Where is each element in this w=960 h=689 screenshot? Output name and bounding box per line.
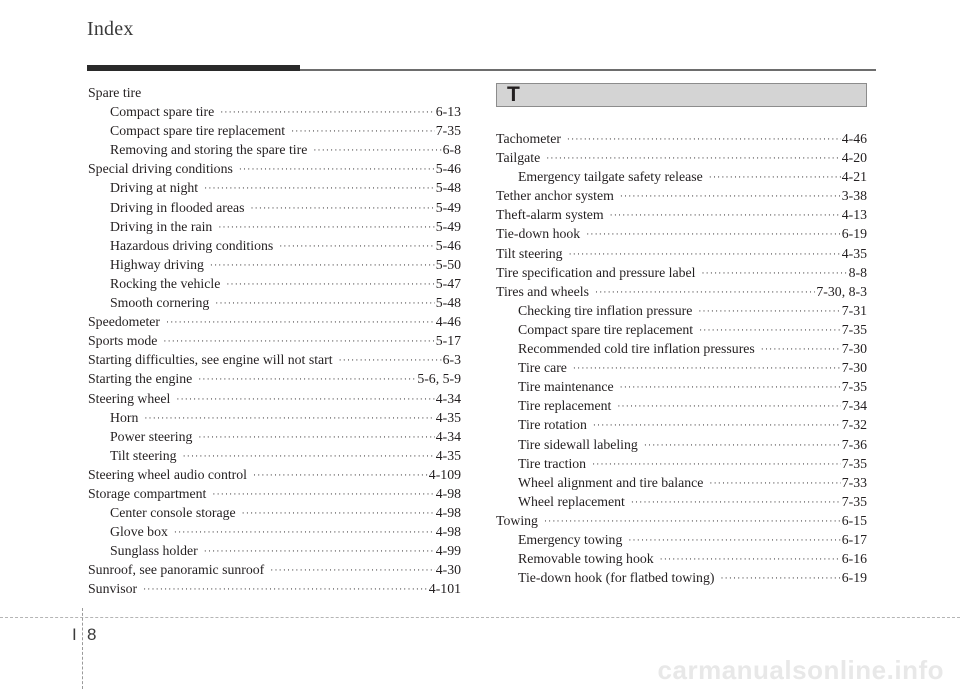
index-subentry (88, 541, 461, 560)
entry-page-ref: 4-30 (435, 562, 461, 578)
entry-label: Steering wheel (88, 390, 171, 406)
index-entry (88, 350, 461, 369)
dot-leader (709, 474, 840, 493)
entry-page-ref: 5-49 (435, 218, 461, 234)
index-entry (88, 331, 461, 350)
dot-leader (720, 569, 840, 588)
index-entry (496, 129, 867, 148)
entry-page-ref: 4-34 (435, 428, 461, 444)
entry-page-ref: 7-32 (841, 417, 867, 433)
entry-page-ref: 8-8 (848, 264, 867, 280)
dot-leader (218, 218, 434, 237)
entry-page-ref: 6-8 (442, 142, 461, 158)
dot-leader (544, 512, 841, 531)
entry-label: Compact spare tire replacement (518, 321, 694, 337)
index-subentry (496, 454, 867, 473)
entry-page-ref: 7-30 (841, 360, 867, 376)
index-subentry (88, 503, 461, 522)
entry-page-ref: 7-34 (841, 398, 867, 414)
dot-leader (239, 160, 435, 179)
index-subentry (88, 522, 461, 541)
index-subentry (496, 320, 867, 339)
entry-page-ref: 4-35 (435, 447, 461, 463)
index-entry (496, 205, 867, 224)
dot-leader (761, 340, 841, 359)
entry-label: Sunvisor (88, 581, 138, 597)
dot-leader (699, 321, 841, 340)
dot-leader (270, 561, 434, 580)
entry-label: Sunglass holder (110, 543, 198, 559)
entry-label: Tire replacement (518, 398, 612, 414)
dot-leader (166, 313, 435, 332)
entry-page-ref: 5-17 (435, 333, 461, 349)
index-entry (496, 224, 867, 243)
entry-page-ref: 7-31 (841, 302, 867, 318)
entry-label: Theft-alarm system (496, 207, 604, 223)
entry-label: Speedometer (88, 314, 161, 330)
index-entry (496, 186, 867, 205)
index-entry (88, 369, 461, 388)
entry-label: Towing (496, 512, 538, 528)
index-entry (88, 560, 461, 579)
entry-page-ref: 4-46 (841, 131, 867, 146)
index-column-left (88, 83, 461, 599)
entry-page-ref: 7-35 (841, 321, 867, 337)
page-title: Index (87, 18, 134, 40)
dot-leader (210, 256, 435, 275)
entry-page-ref: 5-48 (435, 295, 461, 311)
entry-label: Starting the engine (88, 371, 193, 387)
dot-leader (610, 206, 841, 225)
dot-leader (592, 455, 841, 474)
dot-leader (628, 531, 840, 550)
dot-leader (183, 447, 435, 466)
index-subentry (88, 217, 461, 236)
section-letter-band (496, 83, 867, 107)
entry-label: Smooth cornering (110, 295, 210, 311)
dot-leader (698, 302, 840, 321)
dot-leader (242, 504, 435, 523)
entry-label: Tire sidewall labeling (518, 436, 638, 452)
entry-label: Spare tire (88, 85, 142, 100)
entry-label: Tire rotation (518, 417, 587, 433)
entry-label: Wheel replacement (518, 493, 625, 509)
entry-page-ref: 4-98 (435, 485, 461, 501)
dot-leader (313, 141, 441, 160)
entry-label: Tire traction (518, 455, 587, 471)
dot-leader (567, 130, 841, 149)
section-letter: T (507, 83, 520, 106)
entry-label: Storage compartment (88, 485, 207, 501)
entry-label: Tie-down hook (for flatbed towing) (518, 570, 715, 586)
entry-page-ref: 4-98 (435, 505, 461, 521)
index-subentry (496, 435, 867, 454)
index-entry (88, 389, 461, 408)
dot-leader (586, 225, 841, 244)
index-column-right (496, 83, 867, 587)
index-subentry (88, 255, 461, 274)
index-entry (88, 159, 461, 178)
entry-page-ref: 4-20 (841, 150, 867, 166)
dot-leader (174, 523, 435, 542)
entry-page-ref: 4-101 (428, 581, 461, 597)
entry-label: Recommended cold tire inflation pressures (518, 341, 755, 357)
index-subentry (88, 140, 461, 159)
entry-page-ref: 7-30 (841, 341, 867, 357)
dot-leader (617, 397, 840, 416)
entry-label: Tether anchor system (496, 188, 614, 204)
entry-label: Compact spare tire (110, 104, 215, 120)
dot-leader (573, 359, 841, 378)
entry-page-ref: 7-35 (841, 493, 867, 509)
index-entry (496, 263, 867, 282)
dot-leader (212, 485, 434, 504)
entry-label: Steering wheel audio control (88, 466, 248, 482)
entry-page-ref: 5-46 (435, 161, 461, 177)
entry-page-ref: 4-34 (435, 390, 461, 406)
entry-page-ref: 6-17 (841, 531, 867, 547)
entry-label: Tachometer (496, 131, 561, 146)
index-subentry (88, 236, 461, 255)
entry-label: Wheel alignment and tire balance (518, 474, 704, 490)
index-subentry (496, 415, 867, 434)
dot-leader (620, 187, 841, 206)
entry-page-ref: 7-35 (841, 379, 867, 395)
index-subentry (88, 198, 461, 217)
dot-leader (709, 168, 841, 187)
index-subentry (496, 568, 867, 587)
dot-leader (204, 542, 435, 561)
dot-leader (546, 149, 840, 168)
dot-leader (595, 283, 815, 302)
entry-page-ref: 5-47 (435, 275, 461, 291)
index-subentry (88, 293, 461, 312)
entry-label: Tire maintenance (518, 379, 614, 395)
entry-label: Driving in flooded areas (110, 199, 245, 215)
entry-label: Special driving conditions (88, 161, 233, 177)
entry-page-ref: 3-38 (841, 188, 867, 204)
entry-label: Hazardous driving conditions (110, 237, 274, 253)
entry-page-ref: 6-16 (841, 551, 867, 567)
entry-page-ref: 4-13 (841, 207, 867, 223)
dot-leader (176, 390, 434, 409)
entry-page-ref: 6-19 (841, 570, 867, 586)
dot-leader (631, 493, 841, 512)
index-subentry (88, 427, 461, 446)
dot-leader (279, 237, 434, 256)
entry-label: Driving in the rain (110, 218, 213, 234)
index-subentry (496, 492, 867, 511)
dot-leader (144, 409, 434, 428)
entry-page-ref: 7-30, 8-3 (816, 283, 867, 299)
entry-page-ref: 5-49 (435, 199, 461, 215)
dot-leader (660, 550, 841, 569)
index-subentry (496, 167, 867, 186)
entry-label: Driving at night (110, 180, 199, 196)
entry-label: Tire specification and pressure label (496, 264, 696, 280)
index-entry (88, 312, 461, 331)
entry-page-ref: 7-35 (841, 455, 867, 471)
entry-label: Tailgate (496, 150, 541, 166)
footer-divider (0, 617, 960, 618)
entry-page-ref: 6-19 (841, 226, 867, 242)
entry-page-ref: 4-46 (435, 314, 461, 330)
index-subentry (88, 446, 461, 465)
entry-label: Compact spare tire replacement (110, 123, 286, 139)
entry-label: Highway driving (110, 256, 204, 272)
index-entry (88, 83, 461, 102)
dot-leader (215, 294, 434, 313)
entry-page-ref: 4-109 (428, 466, 461, 482)
index-subentry (496, 473, 867, 492)
header-rule-thick (87, 65, 300, 71)
entry-label: Removing and storing the spare tire (110, 142, 308, 158)
page-num-value: 8 (87, 625, 97, 644)
entry-page-ref: 6-13 (435, 104, 461, 120)
entry-page-ref: 6-3 (442, 352, 461, 368)
entry-page-ref: 5-48 (435, 180, 461, 196)
entry-label: Tire care (518, 360, 567, 376)
entry-page-ref: 4-98 (435, 524, 461, 540)
watermark: carmanualsonline.info (657, 655, 944, 685)
entry-page-ref: 5-50 (435, 256, 461, 272)
entry-label: Starting difficulties, see engine will not start (88, 352, 333, 368)
entry-label: Tilt steering (110, 447, 177, 463)
entry-label: Tires and wheels (496, 283, 589, 299)
entry-label: Sunroof, see panoramic sunroof (88, 562, 265, 578)
index-subentry (88, 408, 461, 427)
entry-label: Emergency tailgate safety release (518, 169, 703, 185)
entry-page-ref: 4-35 (435, 409, 461, 425)
entry-label: Horn (110, 409, 139, 425)
index-subentry (496, 396, 867, 415)
entry-page-ref: 6-15 (841, 512, 867, 528)
entry-page-ref: 4-21 (841, 169, 867, 185)
entry-page-ref: 4-99 (435, 543, 461, 559)
dot-leader (198, 370, 416, 389)
dot-leader (226, 275, 434, 294)
dot-leader (593, 416, 841, 435)
index-subentry (88, 274, 461, 293)
entry-label: Removable towing hook (518, 551, 654, 567)
entry-label: Tie-down hook (496, 226, 581, 242)
dot-leader (143, 580, 428, 599)
dot-leader (291, 122, 435, 141)
dot-leader (204, 179, 435, 198)
dot-leader (701, 264, 847, 283)
index-entry (496, 511, 867, 530)
dot-leader (644, 436, 841, 455)
dot-leader (339, 351, 442, 370)
entry-page-ref: 7-33 (841, 474, 867, 490)
entry-page-ref: 7-35 (435, 123, 461, 139)
entry-page-ref: 7-36 (841, 436, 867, 452)
dot-leader (250, 199, 434, 218)
dot-leader (620, 378, 841, 397)
dot-leader (198, 428, 434, 447)
index-subentry (496, 377, 867, 396)
footer-margin-line (82, 608, 83, 689)
index-entry (88, 465, 461, 484)
index-subentry (496, 301, 867, 320)
index-subentry (496, 358, 867, 377)
entry-label: Sports mode (88, 333, 158, 349)
entry-label: Power steering (110, 428, 193, 444)
entry-label: Emergency towing (518, 531, 623, 547)
entry-label: Center console storage (110, 505, 236, 521)
index-subentry (496, 339, 867, 358)
entry-page-ref: 5-6, 5-9 (417, 371, 461, 387)
entry-page-ref: 4-35 (841, 245, 867, 261)
index-entry (496, 148, 867, 167)
index-subentry (88, 121, 461, 140)
header-rule-thin (300, 69, 876, 71)
entry-page-ref: 5-46 (435, 237, 461, 253)
dot-leader (253, 466, 428, 485)
dot-leader (569, 245, 841, 264)
index-entry (496, 244, 867, 263)
entry-label: Checking tire inflation pressure (518, 302, 693, 318)
index-entry (88, 484, 461, 503)
index-subentry (88, 102, 461, 121)
index-entries-right (496, 129, 867, 587)
entry-label: Tilt steering (496, 245, 563, 261)
dot-leader (163, 332, 434, 351)
page-section: I (72, 625, 77, 644)
index-subentry (496, 530, 867, 549)
dot-leader (220, 103, 434, 122)
index-entry (88, 579, 461, 598)
index-subentry (88, 178, 461, 197)
entry-label: Glove box (110, 524, 168, 540)
index-entry (496, 282, 867, 301)
index-subentry (496, 549, 867, 568)
entry-label: Rocking the vehicle (110, 275, 221, 291)
